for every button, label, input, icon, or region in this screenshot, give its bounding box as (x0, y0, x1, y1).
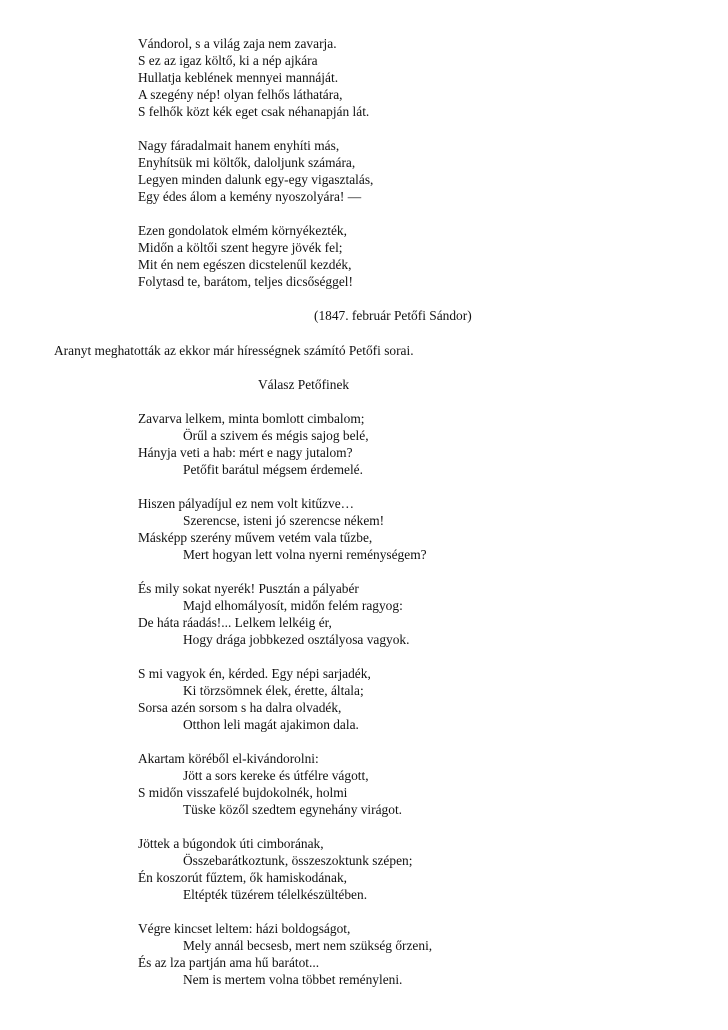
prose-paragraph: Aranyt meghatották az ekkor már hírességnek számító Petőfi sorai. (54, 343, 414, 358)
poem-line-indented: Majd elhomályosít, midőn felém ragyog: (183, 598, 403, 613)
poem-line-indented: Petőfit barátul mégsem érdemelé. (183, 462, 363, 477)
poem-line: A szegény nép! olyan felhős láthatára, (138, 87, 343, 102)
poem-line: Nagy fáradalmait hanem enyhíti más, (138, 138, 340, 153)
poem-line-indented: Nem is mertem volna többet reményleni. (183, 972, 403, 987)
poem-line: Akartam köréből el-kivándorolni: (138, 751, 319, 766)
poem-line: Zavarva lelkem, minta bomlott cimbalom; (138, 411, 365, 426)
poem-line-indented: Hogy drága jobbkezed osztályosa vagyok. (183, 632, 410, 647)
poem-line: De háta ráadás!... Lelkem lelkéig ér, (138, 615, 332, 630)
poem-line: Egy édes álom a kemény nyoszolyára! — (138, 189, 362, 204)
poem-line-indented: Otthon leli magát ajakimon dala. (183, 717, 359, 732)
poem-line: Én koszorút fűztem, ők hamiskodának, (138, 870, 347, 885)
poem-line: Legyen minden dalunk egy-egy vigasztalás, (138, 172, 374, 187)
poem-line-indented: Tüske közől szedtem egynehány virágot. (183, 802, 403, 817)
poem-line: Jöttek a búgondok úti cimborának, (138, 836, 324, 851)
poem-line-indented: Szerencse, isteni jó szerencse nékem! (183, 513, 385, 528)
poem-line: Enyhítsük mi költők, daloljunk számára, (138, 155, 356, 170)
poem-line: Hiszen pályadíjul ez nem volt kitűzve… (138, 496, 355, 511)
poem-line-indented: Összebarátkoztunk, összeszoktunk szépen; (183, 853, 413, 868)
poem-line: És az lza partján ama hű barátot... (138, 955, 320, 970)
poem-line: Végre kincset leltem: házi boldogságot, (138, 921, 351, 936)
poem-line: Midőn a költői szent hegyre jövék fel; (138, 240, 343, 255)
poem-line-indented: Jött a sors kereke és útfélre vágott, (183, 768, 369, 783)
poem-title: Válasz Petőfinek (258, 377, 350, 392)
poem-line: És mily sokat nyerék! Pusztán a pályabér (138, 581, 359, 596)
poem-line: S felhők közt kék eget csak néhanapján lát. (138, 104, 370, 119)
poem-line-indented: Mely annál becsesb, mert nem szükség őrzeni, (183, 938, 433, 953)
poem-line: Folytasd te, barátom, teljes dicsőséggel! (138, 274, 353, 289)
poem-line: S ez az igaz költő, ki a nép ajkára (138, 53, 318, 68)
poem-line: Sorsa azén sorsom s ha dalra olvadék, (138, 700, 342, 715)
poem-line-indented: Örűl a szivem és mégis sajog belé, (183, 428, 369, 443)
poem-signature: (1847. február Petőfi Sándor) (314, 308, 472, 323)
poem-line: Hullatja keblének mennyei mannáját. (138, 70, 339, 85)
poem-line-indented: Mert hogyan lett volna nyerni reménységem? (183, 547, 427, 562)
poem-line: Másképp szerény művem vetém vala tűzbe, (138, 530, 373, 545)
poem-line: Hányja veti a hab: mért e nagy jutalom? (138, 445, 353, 460)
poem-line-indented: Eltépték tüzérem télelkészültében. (183, 887, 368, 902)
poem-line: Mit én nem egészen dicstelenűl kezdék, (138, 257, 352, 272)
poem-line: S midőn visszafelé bujdokolnék, holmi (138, 785, 348, 800)
poem-line-indented: Ki törzsömnek élek, érette, általa; (183, 683, 364, 698)
poem-line: Vándorol, s a világ zaja nem zavarja. (138, 36, 337, 51)
poem-line: Ezen gondolatok elmém környékezték, (138, 223, 347, 238)
poem-line: S mi vagyok én, kérded. Egy népi sarjadék, (138, 666, 371, 681)
